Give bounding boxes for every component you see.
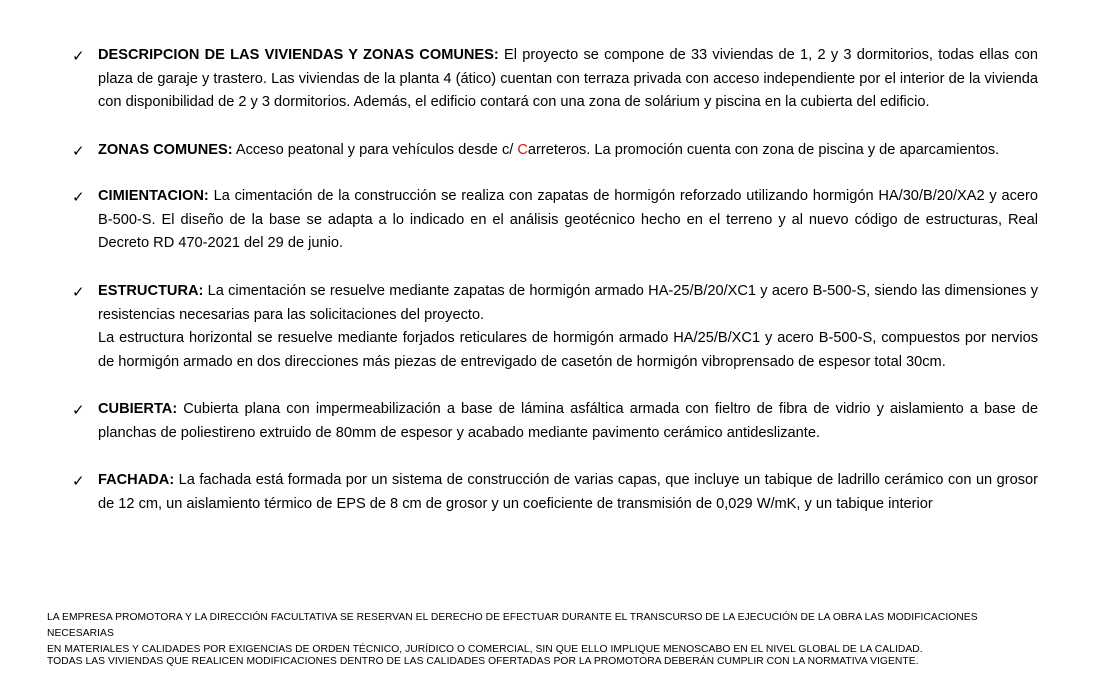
section-body bbox=[98, 185, 1038, 256]
section-text: La cimentación de la construcción se realiza con zapatas de hormigón reforzado utilizando hormigón HA/30/B/20/XA2 y acero B-500-S. El diseño de la base se adapta a lo indicado en el análisis geotécnico hecho en el terreno y al nuevo código de estructuras, Real Decreto RD 470-2021 del 29 de junio. bbox=[98, 188, 1038, 251]
section-paragraph bbox=[98, 280, 1038, 327]
section-estructura bbox=[72, 280, 1038, 374]
section-text: La cimentación se resuelve mediante zapatas de hormigón armado HA-25/B/20/XC1 y acero B-500-S, siendo las dimensiones y resistencias necesarias para las solicitaciones del proyecto. bbox=[98, 283, 1038, 323]
highlighted-letter: C bbox=[517, 142, 528, 158]
check-icon: ✓ bbox=[72, 283, 85, 301]
check-icon: ✓ bbox=[72, 142, 85, 160]
section-paragraph-2: La estructura horizontal se resuelve mediante forjados reticulares de hormigón armado HA/25/B/XC1 y acero B-500-S, compuestos por nervios de hormigón armado en dos direcciones más piezas de entrevigado de casetón de hormigón vibroprensado de espesor total 30cm. bbox=[98, 330, 1038, 370]
section-cubierta bbox=[72, 398, 1038, 445]
footer-disclaimer-line-1: LA EMPRESA PROMOTORA Y LA DIRECCIÓN FACULTATIVA SE RESERVAN EL DERECHO DE EFECTUAR DURANTE EL TRANSCURSO DE LA EJECUCIÓN DE LA OBRA LAS MODIFICACIONES NECESARIAS bbox=[47, 612, 978, 639]
section-label: DESCRIPCION DE LAS VIVIENDAS Y ZONAS COMUNES: bbox=[98, 47, 499, 63]
section-body bbox=[98, 44, 1038, 115]
section-fachada bbox=[72, 469, 1038, 516]
section-label: ESTRUCTURA: bbox=[98, 283, 204, 299]
section-body bbox=[98, 398, 1038, 445]
section-label: FACHADA: bbox=[98, 472, 175, 488]
section-label: CIMIENTACION: bbox=[98, 188, 209, 204]
section-text: Acceso peatonal y para vehículos desde c/ bbox=[232, 142, 518, 158]
section-body bbox=[98, 280, 1038, 374]
section-body bbox=[98, 469, 1038, 516]
section-text-continued: arreteros. La promoción cuenta con zona de piscina y de aparcamientos. bbox=[527, 142, 1000, 158]
section-text: Cubierta plana con impermeabilización a base de lámina asfáltica armada con fieltro de fibra de vidrio y aislamiento a base de planchas de poliestireno extruido de 80mm de espesor y acabado mediante pavimento cerámico antideslizante. bbox=[98, 401, 1038, 441]
section-text: El proyecto se compone de 33 viviendas de 1, 2 y 3 dormitorios, todas ellas con plaza de garaje y trastero. Las viviendas de la planta 4 (ático) cuentan con terraza privada con acceso independiente por el interior de la vivienda con disponibilidad de 2 y 3 dormitorios. Además, el edificio contará con una zona de solárium y piscina en la cubierta del edificio. bbox=[98, 47, 1038, 110]
check-icon: ✓ bbox=[72, 472, 85, 490]
check-icon: ✓ bbox=[72, 401, 85, 419]
footer-regulation bbox=[47, 654, 1047, 670]
section-body bbox=[98, 139, 1038, 163]
section-label: CUBIERTA: bbox=[98, 401, 178, 417]
check-icon: ✓ bbox=[72, 47, 85, 65]
footer-disclaimer bbox=[47, 610, 1047, 658]
footer-disclaimer-line-2: EN MATERIALES Y CALIDADES POR EXIGENCIAS DE ORDEN TÉCNICO, JURÍDICO O COMERCIAL, SIN QUE ELLO IMPLIQUE MENOSCABO EN EL NIVEL GLOBAL DE LA CALIDAD. bbox=[47, 644, 923, 655]
footer-regulation-text: TODAS LAS VIVIENDAS QUE REALICEN MODIFICACIONES DENTRO DE LAS CALIDADES OFERTADAS POR LA PROMOTORA DEBERÁN CUMPLIR CON LA NORMATIVA VIGENTE. bbox=[47, 656, 919, 667]
check-icon: ✓ bbox=[72, 188, 85, 206]
section-cimientacion bbox=[72, 185, 1038, 256]
section-label: ZONAS COMUNES: bbox=[98, 142, 233, 158]
section-zonas-comunes bbox=[72, 139, 1038, 163]
section-descripcion bbox=[72, 44, 1038, 115]
section-text: La fachada está formada por un sistema de construcción de varias capas, que incluye un tabique de ladrillo cerámico con un grosor de 12 cm, un aislamiento térmico de EPS de 8 cm de grosor y un coeficiente de transmisión de 0,029 W/mK, y un tabique interior bbox=[98, 472, 1038, 512]
